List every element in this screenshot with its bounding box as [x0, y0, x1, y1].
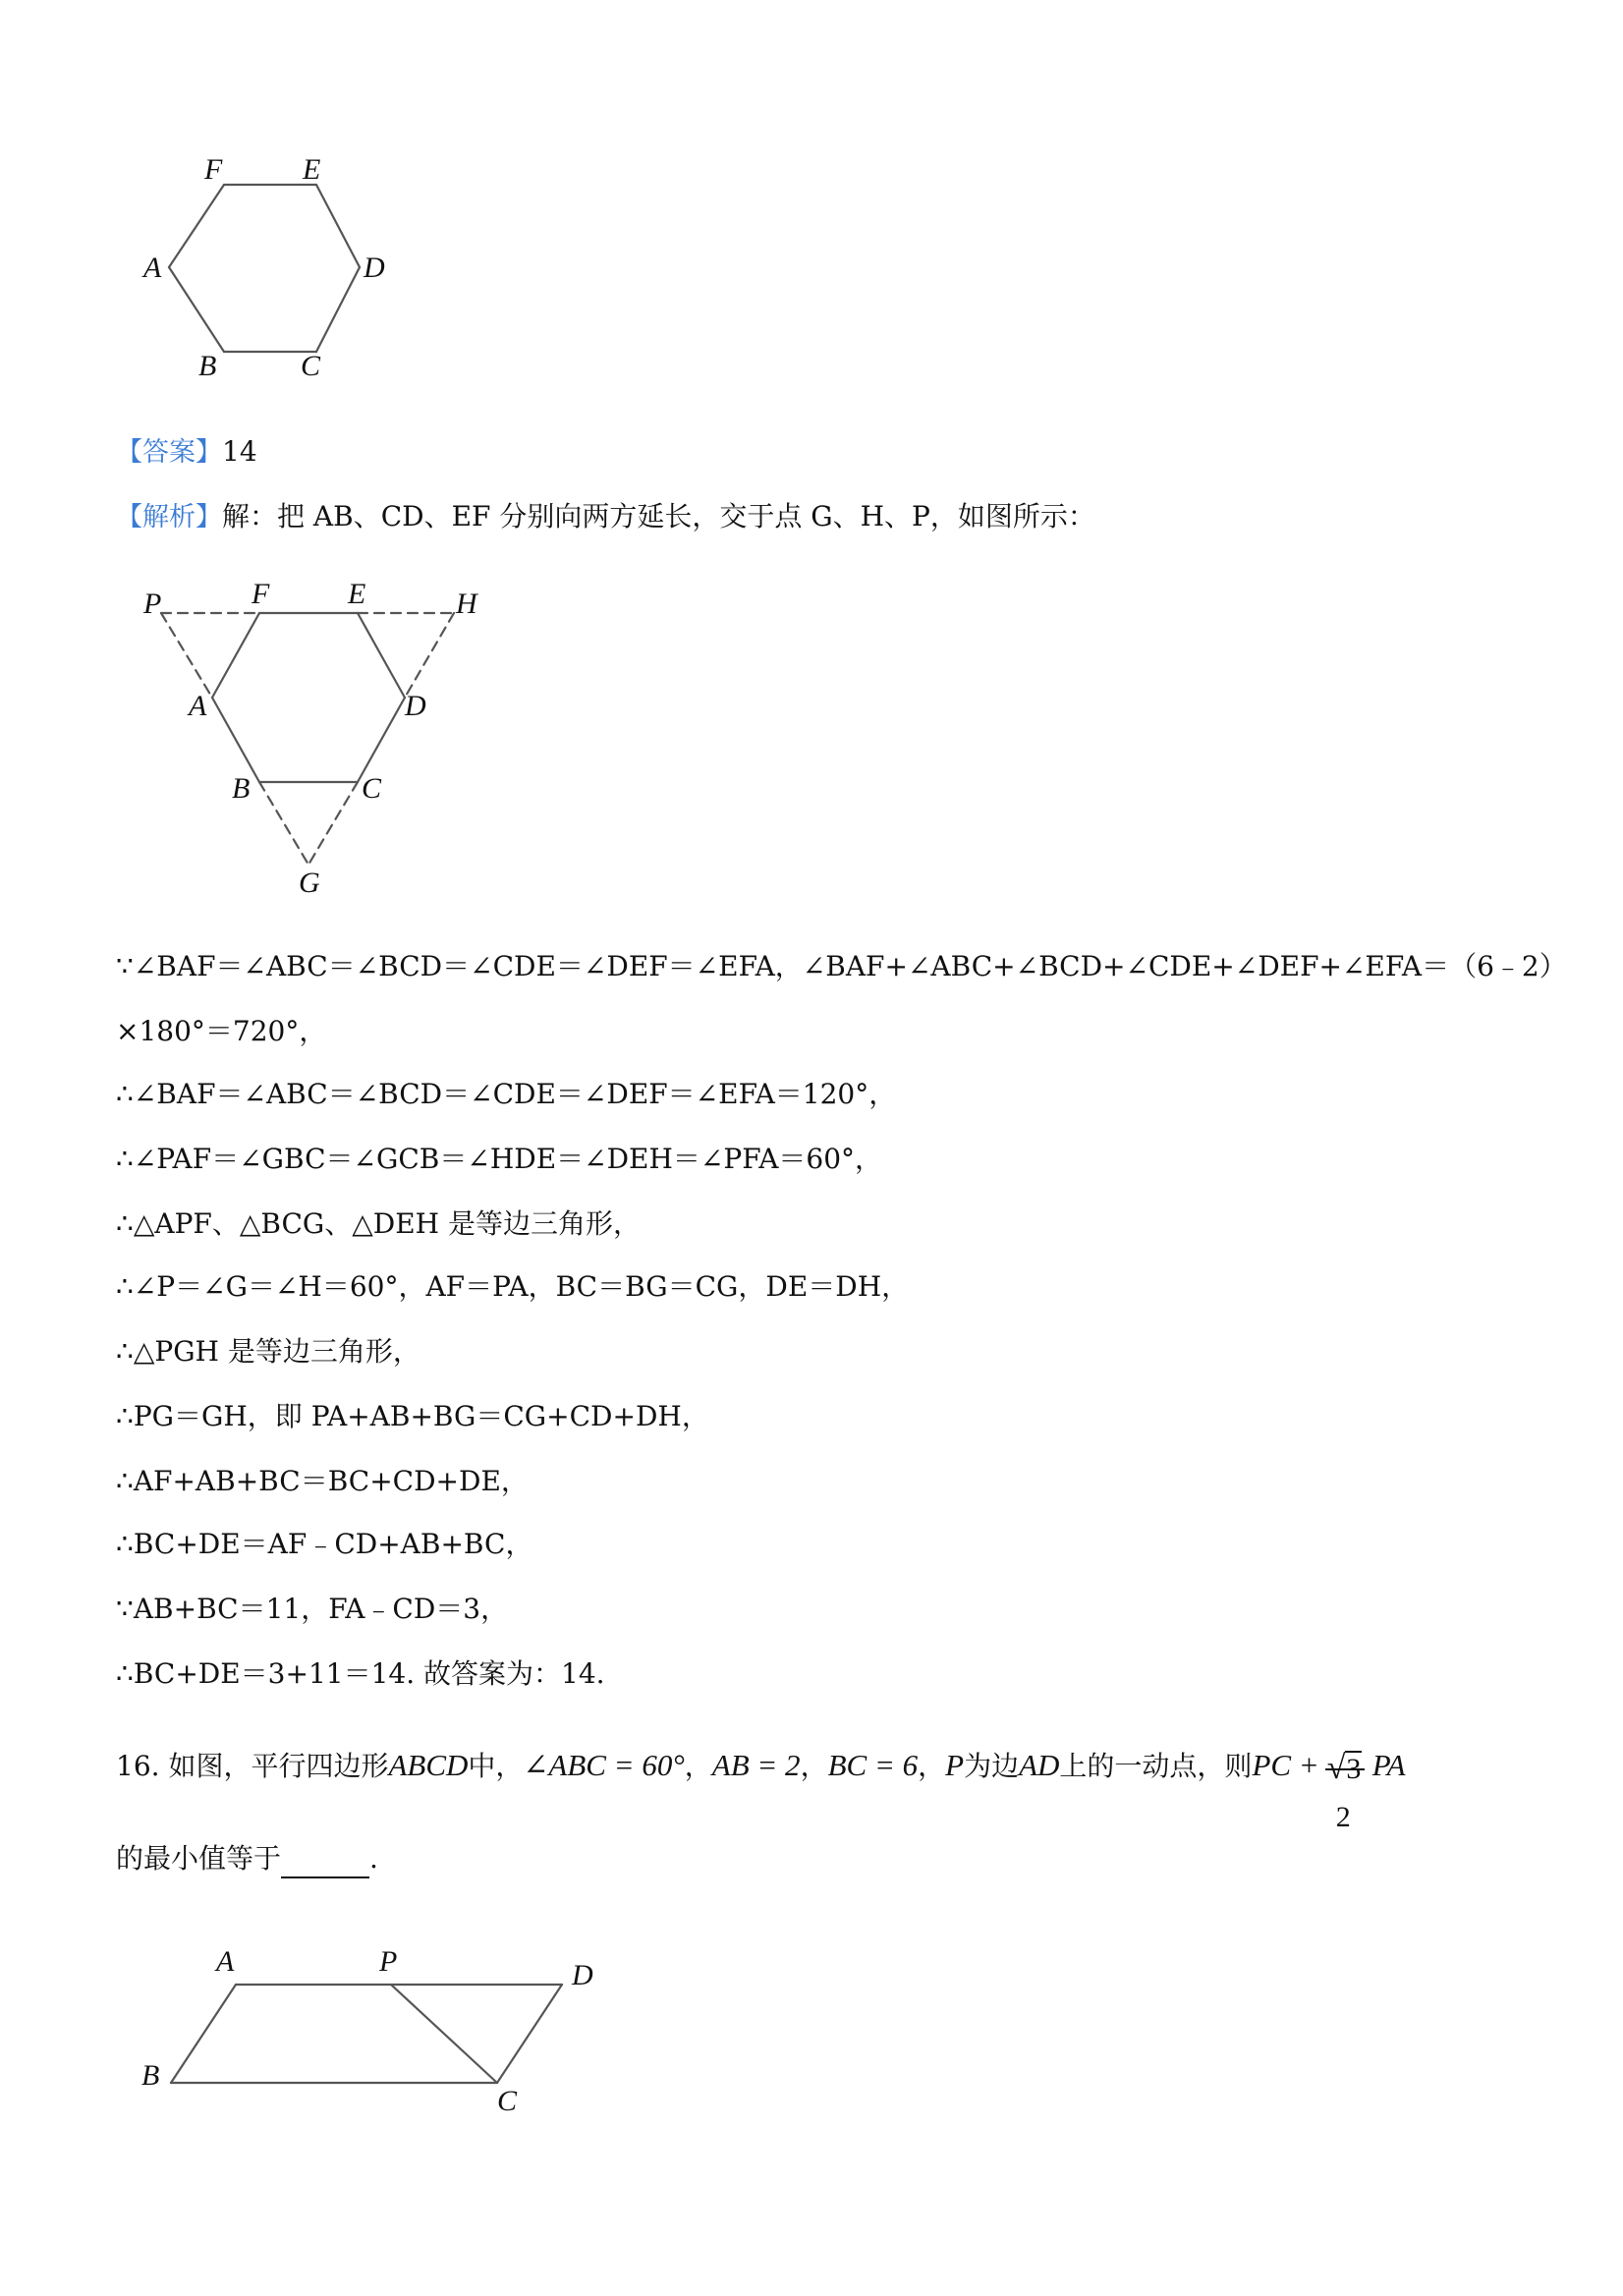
point-label-e: E: [348, 578, 366, 610]
point-label-d: D: [405, 690, 426, 722]
problem-16-statement: 16. 如图，平行四边形ABCD中，∠ABC = 60°，AB = 2，BC = 6，P为边AD上的一动点，则PC + √3 2 PA: [116, 1721, 1544, 1813]
step-line: ∴∠PAF＝∠GBC＝∠GCB＝∠HDE＝∠DEH＝∠PFA＝60°，: [116, 1143, 883, 1175]
hex-edge-af: [169, 185, 224, 267]
point-label-d: D: [364, 252, 385, 284]
hex-edge-dc: [358, 698, 405, 782]
point-label-c: C: [497, 2085, 518, 2117]
point-label-c: C: [301, 350, 321, 382]
analysis-intro-line: [116, 497, 1544, 537]
point-label-f: F: [204, 153, 223, 186]
answer-tag: 【答案】: [116, 437, 222, 468]
step-line: ∴∠P＝∠G＝∠H＝60°，AF＝PA，BC＝BG＝CG，DE＝DH，: [116, 1270, 910, 1303]
hexagon-figure: [138, 153, 413, 393]
point-label-a: A: [216, 1945, 235, 1978]
answer-value: 14: [222, 435, 257, 468]
problem-16-line2: 的最小值等于 .: [116, 1839, 1544, 1878]
parallelogram-figure: [138, 1935, 629, 2117]
point-label-e: E: [303, 153, 321, 186]
step-line: ∴∠BAF＝∠ABC＝∠BCD＝∠CDE＝∠DEF＝∠EFA＝120°，: [116, 1078, 897, 1110]
point-label-b: B: [141, 2059, 160, 2092]
step-line: ∴AF+AB+BC＝BC+CD+DE，: [116, 1465, 529, 1497]
hex-edge-ba: [169, 267, 224, 352]
extended-triangle-figure: [138, 580, 491, 904]
point-label-a: A: [143, 252, 162, 284]
analysis-tag: 【解析】: [116, 502, 222, 532]
point-label-p: P: [143, 588, 162, 620]
point-label-b: B: [232, 772, 251, 805]
hex-edge-dc: [316, 267, 360, 352]
point-label-a: A: [189, 690, 207, 722]
step-line: ∴△PGH 是等边三角形，: [116, 1335, 420, 1368]
edge-dc: [497, 1985, 562, 2083]
point-label-h: H: [456, 588, 477, 620]
step-line: ×180°＝720°，: [116, 1015, 327, 1047]
dashed-line-cg: [308, 782, 358, 865]
analysis-intro: 解：把 AB、CD、EF 分别向两方延长，交于点 G、H、P，如图所示：: [222, 500, 1095, 532]
point-label-c: C: [362, 772, 382, 805]
step-line: ∴BC+DE＝AF﹣CD+AB+BC，: [116, 1528, 533, 1560]
step-line: ∴△APF、△BCG、△DEH 是等边三角形，: [116, 1207, 641, 1240]
step-line: ∴PG＝GH，即 PA+AB+BG＝CG+CD+DH，: [116, 1400, 709, 1432]
hex-edge-ed: [358, 613, 405, 698]
hex-edge-ba: [212, 698, 259, 782]
point-label-b: B: [198, 350, 217, 382]
hex-edge-af: [212, 613, 259, 698]
step-line: ∵∠BAF＝∠ABC＝∠BCD＝∠CDE＝∠DEF＝∠EFA，∠BAF+∠ABC+∠BCD+∠CDE+∠DEF+∠EFA＝（6﹣2）: [116, 950, 1567, 982]
edge-ba: [171, 1985, 236, 2083]
step-line: ∴BC+DE＝3+11＝14. 故答案为：14.: [116, 1657, 605, 1690]
problem-number: 16.: [116, 1750, 160, 1782]
dashed-line-pa: [161, 613, 212, 698]
dashed-line-bg: [259, 782, 308, 865]
answer-line: [116, 432, 1544, 473]
answer-blank: [281, 1849, 369, 1878]
point-label-p: P: [379, 1945, 398, 1978]
point-label-d: D: [572, 1959, 593, 1991]
hex-edge-ed: [316, 185, 360, 267]
step-line: ∵AB+BC＝11，FA﹣CD＝3，: [116, 1593, 509, 1625]
point-label-g: G: [299, 867, 320, 899]
point-label-f: F: [252, 578, 270, 610]
fraction-sqrt3-over-2: √3 2: [1325, 1724, 1367, 1813]
segment-pc: [391, 1985, 497, 2083]
dashed-line-hd: [405, 613, 454, 698]
